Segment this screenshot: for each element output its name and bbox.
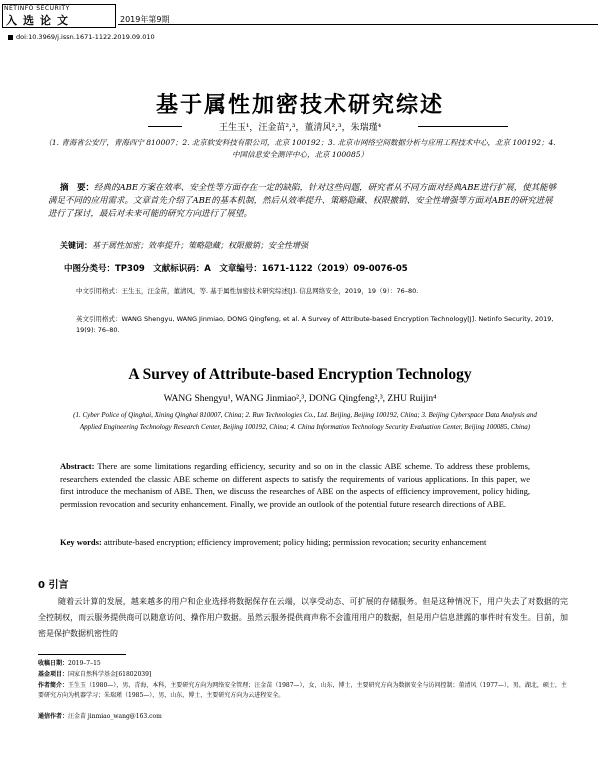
body-paragraph: 随着云计算的发展，越来越多的用户和企业选择将数据保存在云端，以享受动态、可扩展的存储服务。但是这种情况下，用户失去了对数据的完全控制权，而云服务提供商可以随意访问、操作用户数据。虽然云服务提供商声称不会滥用用户的数据，但是用户信息泄露的事件时有发生。目前，加密是保护数据机密性的 xyxy=(38,597,568,638)
footnote-fund-label: 基金项目： xyxy=(38,671,69,678)
citation-cn xyxy=(76,286,556,297)
issue-number: 2019年第9期 xyxy=(120,15,170,24)
keywords-en-label: Key words: xyxy=(60,537,102,547)
footnote-author-label: 作者简介： xyxy=(38,682,69,689)
footnote-fund-text: 国家自然科学基金[61802039] xyxy=(68,671,152,678)
header-rule xyxy=(118,24,598,25)
abstract-cn-text: 经典的ABE方案在效率、安全性等方面存在一定的缺陷，针对这些问题，研究者从不同方面对经典ABE进行扩展，使其能够满足不同的应用需求。文章首先介绍了ABE的基本机制，然后从效率提升、策略隐藏、权限撤销、安全性增强等方面对ABE的研究进展进行了探讨，最后对未来可能的研究方向进行了展望。 xyxy=(48,183,557,219)
journal-logo-en: NETINFO SECURITY xyxy=(4,5,70,12)
abstract-en xyxy=(60,460,530,510)
section-label: 入选论文 xyxy=(6,14,74,27)
footnote-contact xyxy=(38,712,568,722)
doi-text: doi:10.3969/j.issn.1671-1122.2019.09.010 xyxy=(16,33,155,41)
paper-title-en: A Survey of Attribute-based Encryption Technology xyxy=(128,366,472,383)
section-heading: 0 引言 xyxy=(38,580,69,591)
affiliation-cn: （1. 青海省公安厅，青海西宁 810007；2. 北京软安科技有限公司，北京 100192；3. 北京市网络空间数据分析与应用工程技术中心，北京 100192；4. 中国信息安全测评中心，北京 100085） xyxy=(44,138,556,159)
citation-cn-label: 中文引用格式： xyxy=(76,287,122,295)
authors-en: WANG Shengyu¹, WANG Jinmiao²,³, DONG Qingfeng²,³, ZHU Ruijin⁴ xyxy=(163,394,437,404)
abstract-en-label: Abstract: xyxy=(60,461,95,471)
footnote-received-text: 2019–7–15 xyxy=(68,660,101,667)
abstract-en-text: There are some limitations regarding efficiency, security and so on in the classic ABE scheme. To address these problems, researchers extended the classic ABE scheme on different aspects to satisfy the requirements of various applications. In this paper, we first introduce the mechanism of ABE. Then, we discuss the researches of ABE on the aspects of efficiency improvement, policy hiding, permission revocation and security enhancement. Finally, we provide an outlook of the potential future research directions of ABE. xyxy=(60,461,530,509)
doi-square-icon xyxy=(8,35,13,40)
author-rule-right xyxy=(418,126,508,127)
abstract-cn-label: 摘 要： xyxy=(60,183,95,193)
citation-en xyxy=(76,314,556,336)
abstract-cn xyxy=(48,182,558,221)
footnote-contact-text: 汪金苗 jinmiao_wang@163.com xyxy=(68,713,162,720)
keywords-en xyxy=(60,536,530,549)
citation-en-label: 英文引用格式： xyxy=(76,315,122,323)
keywords-en-text: attribute-based encryption; efficiency improvement; policy hiding; permission revocation; security enhancement xyxy=(103,537,487,547)
keywords-cn-text: 基于属性加密；效率提升；策略隐藏；权限撤销；安全性增强 xyxy=(92,241,308,250)
footnote-contact-label: 通信作者： xyxy=(38,713,69,720)
footnote-received-label: 收稿日期： xyxy=(38,660,69,667)
footnote-rule xyxy=(38,654,126,655)
keywords-cn-label: 关键词： xyxy=(60,241,92,250)
citation-cn-text: 王生玉，汪金苗，董清风，等. 基于属性加密技术研究综述[J]. 信息网络安全，2019，19（9）：76–80. xyxy=(121,287,419,295)
affiliation-en: (1. Cyber Police of Qinghai, Xining Qinghai 810007, China; 2. Run Technologies Co., Ltd. Beijing, Beijing 100192, China; 3. Beijing Cyberspace Data Analysis and Applied Engineering Technology Research Center, Beijing 100192, China; 4. China Information Technology Security Evaluation Center, Beijing 100085, China) xyxy=(73,411,537,431)
authors-cn: 王生玉¹，汪金苗²,³，董清风²,³，朱瑞瑾⁴ xyxy=(218,123,382,133)
footnote-author-text: 王生玉（1980—），男，青海，本科，主要研究方向为网络安全管理；汪金苗（1987—），女，山东，博士，主要研究方向为数据安全与访问控制；董清风（1977—），男，湖北，硕士，主要研究方向为机器学习；朱瑞瑾（1985—），男，山东，博士，主要研究方向为云进程安全。 xyxy=(38,682,567,699)
footnote-received xyxy=(38,659,568,669)
footnote-fund xyxy=(38,670,568,680)
keywords-cn xyxy=(60,240,560,251)
doi-line xyxy=(8,33,155,41)
footnote-author xyxy=(38,681,568,701)
paper-title-cn: 基于属性加密技术研究综述 xyxy=(155,93,444,118)
classification-line: 中图分类号：TP309 文献标识码：A 文章编号：1671-1122（2019）09-0076-05 xyxy=(64,264,408,274)
citation-en-text: WANG Shengyu, WANG Jinmiao, DONG Qingfeng, et al. A Survey of Attribute-based Encryption Technology[J]. Netinfo Security, 2019, 19(9): 76–80. xyxy=(76,315,554,334)
